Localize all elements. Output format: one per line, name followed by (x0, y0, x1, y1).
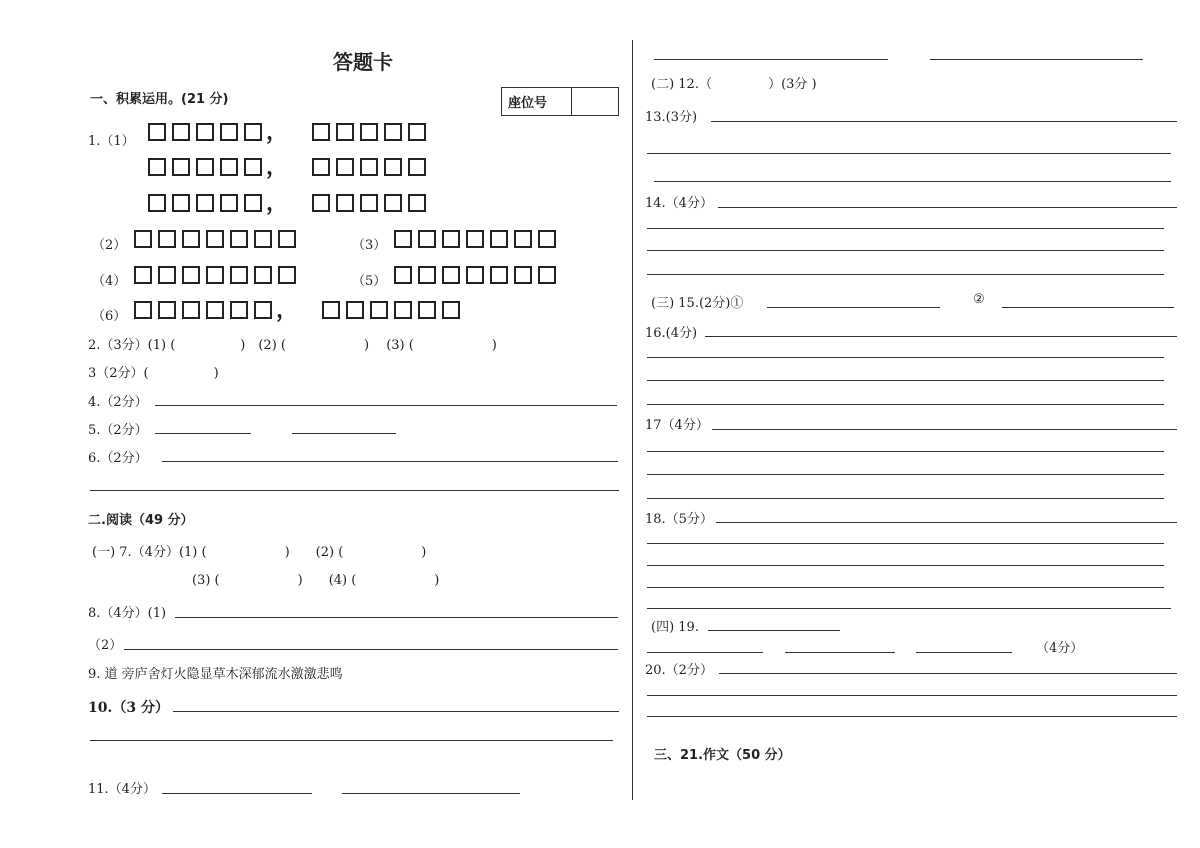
q9-text: 9. 道 旁庐舍灯火隐显草木深郁流水激激悲鸣 (88, 667, 343, 682)
char-box[interactable] (230, 301, 248, 319)
char-box[interactable] (244, 158, 262, 176)
char-box[interactable] (360, 123, 378, 141)
char-box[interactable] (418, 301, 436, 319)
q7-line-2: (3) ( ) (4) ( ) (192, 573, 440, 588)
q19-answer-line-3[interactable] (785, 652, 895, 653)
char-box[interactable] (230, 230, 248, 248)
char-box[interactable] (254, 230, 272, 248)
q11-answer-line-1[interactable] (162, 793, 312, 794)
char-box[interactable] (244, 123, 262, 141)
comma: ， (266, 190, 289, 216)
q1-6-boxes (134, 297, 466, 323)
char-box[interactable] (172, 158, 190, 176)
char-box[interactable] (172, 194, 190, 212)
q19-answer-line-4[interactable] (916, 652, 1012, 653)
char-box[interactable] (514, 266, 532, 284)
char-box[interactable] (312, 194, 330, 212)
seat-number-label: 座位号 (502, 88, 572, 115)
q17-label: 17（4分） (645, 418, 709, 433)
char-box[interactable] (394, 301, 412, 319)
q5-label: 5.（2分） (88, 423, 148, 438)
char-box[interactable] (490, 230, 508, 248)
q8-1-answer-line[interactable] (175, 617, 618, 618)
char-box[interactable] (158, 266, 176, 284)
q5-answer-line-2[interactable] (292, 433, 396, 434)
char-box[interactable] (182, 230, 200, 248)
q1-3-boxes (394, 230, 562, 248)
char-box[interactable] (312, 123, 330, 141)
char-box[interactable] (384, 194, 402, 212)
q1-row1 (148, 119, 432, 145)
q20-answer-line-2[interactable] (647, 695, 1177, 696)
q4-label: 4.（2分） (88, 395, 148, 410)
section-2-heading: 二.阅读（49 分） (88, 513, 194, 528)
q19-answer-line-2[interactable] (647, 652, 763, 653)
char-box[interactable] (490, 266, 508, 284)
q8-2-label: （2） (88, 638, 123, 653)
char-box[interactable] (322, 301, 340, 319)
q10-label: 10.（3 分） (88, 700, 169, 716)
char-box[interactable] (394, 266, 412, 284)
q8-1-label: 8.（4分）(1) (88, 606, 167, 621)
q14-label: 14.（4分） (645, 196, 713, 211)
char-box[interactable] (408, 123, 426, 141)
char-box[interactable] (196, 194, 214, 212)
char-box[interactable] (418, 266, 436, 284)
q10-answer-line-2[interactable] (90, 740, 613, 741)
q13-answer-line-1[interactable] (711, 121, 1177, 122)
q20-answer-line-3[interactable] (647, 716, 1177, 717)
seat-number-box (501, 87, 619, 116)
char-box[interactable] (336, 123, 354, 141)
seat-number-field[interactable] (572, 88, 618, 115)
q19-score: （4分） (1036, 641, 1084, 656)
char-box[interactable] (514, 230, 532, 248)
q19-label: (四) 19. (651, 620, 699, 635)
char-box[interactable] (148, 194, 166, 212)
q5-answer-line-1[interactable] (155, 433, 251, 434)
char-box[interactable] (466, 230, 484, 248)
q2-text: 2.（3分）(1) ( ) (2) ( ) (3) ( ) (88, 338, 497, 353)
comma: ， (276, 297, 299, 323)
q19-answer-line-1[interactable] (708, 630, 840, 631)
char-box[interactable] (278, 266, 296, 284)
section-1-heading: 一、积累运用。(21 分) (90, 92, 229, 107)
char-box[interactable] (244, 194, 262, 212)
top-continuation-line-2[interactable] (930, 59, 1143, 60)
q1-row3 (148, 190, 432, 216)
q7-line-1: (一) 7.（4分）(1) ( ) (2) ( ) (92, 545, 427, 560)
top-continuation-line-1[interactable] (654, 59, 888, 60)
char-box[interactable] (254, 301, 272, 319)
char-box[interactable] (336, 158, 354, 176)
q6-answer-line-2[interactable] (90, 490, 619, 491)
char-box[interactable] (206, 230, 224, 248)
q12-text: (二) 12.（ ）(3分 ) (651, 77, 817, 92)
q18-label: 18.（5分） (645, 512, 713, 527)
char-box[interactable] (418, 230, 436, 248)
q17-answer-line-3[interactable] (647, 474, 1164, 475)
char-box[interactable] (336, 194, 354, 212)
q20-answer-line-1[interactable] (719, 673, 1177, 674)
q1-2-label: （2） (92, 238, 127, 253)
char-box[interactable] (408, 194, 426, 212)
char-box[interactable] (384, 158, 402, 176)
q17-answer-line-1[interactable] (712, 429, 1177, 430)
q6-label: 6.（2分） (88, 451, 148, 466)
q4-answer-line[interactable] (155, 405, 617, 406)
q6-answer-line-1[interactable] (162, 461, 618, 462)
q14-answer-line-3[interactable] (647, 250, 1164, 251)
char-box[interactable] (134, 301, 152, 319)
char-box[interactable] (442, 266, 460, 284)
char-box[interactable] (134, 230, 152, 248)
column-divider (632, 40, 633, 800)
char-box[interactable] (206, 301, 224, 319)
q17-answer-line-4[interactable] (647, 498, 1164, 499)
char-box[interactable] (346, 301, 364, 319)
char-box[interactable] (254, 266, 272, 284)
q18-answer-line-1[interactable] (716, 522, 1177, 523)
char-box[interactable] (206, 266, 224, 284)
char-box[interactable] (370, 301, 388, 319)
char-box[interactable] (442, 230, 460, 248)
char-box[interactable] (408, 158, 426, 176)
page-title: 答题卡 (333, 50, 393, 74)
char-box[interactable] (220, 123, 238, 141)
char-box[interactable] (230, 266, 248, 284)
q18-answer-line-2[interactable] (647, 543, 1164, 544)
char-box[interactable] (538, 266, 556, 284)
q11-label: 11.（4分） (88, 782, 156, 797)
char-box[interactable] (312, 158, 330, 176)
q16-answer-line-1[interactable] (705, 336, 1177, 337)
q15-label: (三) 15.(2分)① (651, 296, 744, 311)
char-box[interactable] (360, 194, 378, 212)
q3-text: 3（2分）( ) (88, 366, 219, 381)
q16-answer-line-3[interactable] (647, 380, 1164, 381)
char-box[interactable] (360, 158, 378, 176)
q18-answer-line-5[interactable] (647, 608, 1171, 609)
q8-2-answer-line[interactable] (124, 649, 618, 650)
comma: ， (266, 119, 289, 145)
char-box[interactable] (172, 123, 190, 141)
char-box[interactable] (466, 266, 484, 284)
q1-5-boxes (394, 266, 562, 284)
char-box[interactable] (538, 230, 556, 248)
char-box[interactable] (158, 230, 176, 248)
q14-answer-line-2[interactable] (647, 228, 1164, 229)
q15-answer-line-1[interactable] (767, 307, 940, 308)
q13-answer-line-2[interactable] (647, 153, 1171, 154)
q1-row2 (148, 154, 432, 180)
q1-5-label: （5） (352, 274, 387, 289)
q15-circle-2: ② (973, 292, 985, 307)
char-box[interactable] (220, 158, 238, 176)
char-box[interactable] (148, 123, 166, 141)
q13-label: 13.(3分) (645, 110, 698, 125)
q1-label: 1.（1） (88, 134, 135, 149)
char-box[interactable] (196, 123, 214, 141)
q16-answer-line-4[interactable] (647, 404, 1164, 405)
char-box[interactable] (182, 266, 200, 284)
q1-2-boxes (134, 230, 302, 248)
q1-3-label: （3） (352, 238, 387, 253)
section-3-heading: 三、21.作文（50 分） (654, 748, 791, 763)
char-box[interactable] (158, 301, 176, 319)
q18-answer-line-4[interactable] (647, 587, 1164, 588)
char-box[interactable] (278, 230, 296, 248)
q16-answer-line-2[interactable] (647, 357, 1164, 358)
q17-answer-line-2[interactable] (647, 451, 1164, 452)
q18-answer-line-3[interactable] (647, 565, 1164, 566)
char-box[interactable] (148, 158, 166, 176)
q13-answer-line-3[interactable] (654, 181, 1171, 182)
q14-answer-line-4[interactable] (647, 274, 1164, 275)
char-box[interactable] (182, 301, 200, 319)
q1-4-label: （4） (92, 274, 127, 289)
q14-answer-line-1[interactable] (718, 207, 1177, 208)
q11-answer-line-2[interactable] (342, 793, 520, 794)
char-box[interactable] (134, 266, 152, 284)
q20-label: 20.（2分） (645, 663, 713, 678)
q16-label: 16.(4分) (645, 326, 698, 341)
char-box[interactable] (220, 194, 238, 212)
char-box[interactable] (196, 158, 214, 176)
q10-answer-line-1[interactable] (173, 711, 619, 712)
char-box[interactable] (442, 301, 460, 319)
q1-4-boxes (134, 266, 302, 284)
char-box[interactable] (384, 123, 402, 141)
char-box[interactable] (394, 230, 412, 248)
q15-answer-line-2[interactable] (1002, 307, 1174, 308)
comma: ， (266, 154, 289, 180)
q1-6-label: （6） (92, 309, 127, 324)
